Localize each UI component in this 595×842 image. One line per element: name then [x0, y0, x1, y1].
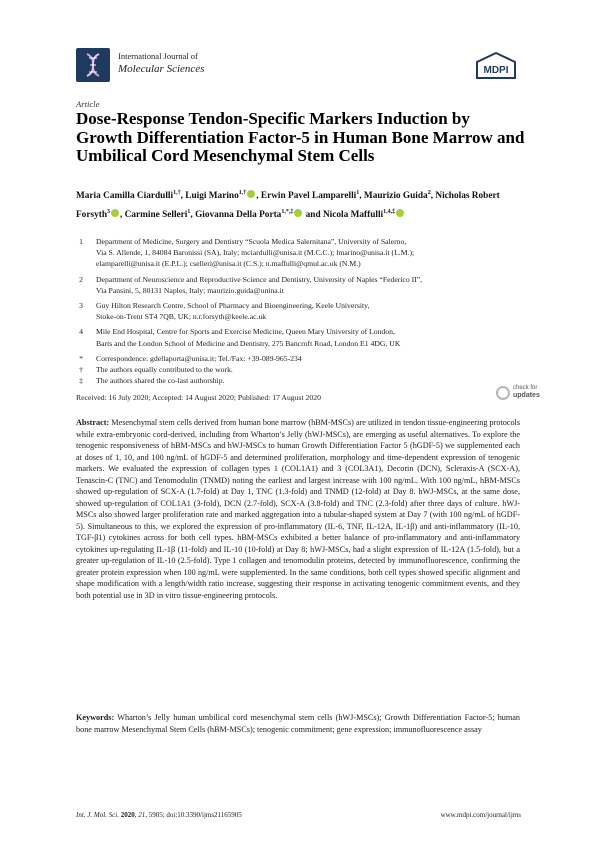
author-affiliation-mark: 1 [356, 190, 360, 196]
paper-title: Dose-Response Tendon-Specific Markers Induction by Growth Differentiation Factor-5 in Human Bone Marrow and Umbilical Cord Mesenchymal Stem Cells [76, 109, 525, 165]
author-affiliation-mark: 2 [427, 190, 431, 196]
orcid-icon[interactable] [294, 209, 302, 217]
affiliation-line: Department of Neuroscience and Reproductive Science and Dentistry, University of Naples “Federico II”, [96, 274, 423, 284]
mdpi-logo[interactable] [474, 52, 518, 80]
author-list [76, 186, 521, 223]
check-updates-line1: check for [513, 385, 538, 391]
author-affiliation-mark: 1 [187, 208, 191, 215]
author-name[interactable]: Giovanna Della Porta [195, 209, 282, 220]
affiliation-list [76, 236, 536, 386]
orcid-icon[interactable] [247, 190, 255, 198]
author-name[interactable]: Nicholas Robert Forsyth [76, 191, 500, 220]
author-name[interactable]: Maria Camilla Ciardulli [76, 191, 174, 202]
footer-year: 2020 [120, 811, 135, 819]
affiliation-line: elamparelli@unisa.it (E.P.L.); cselleri@unisa.it (C.S.); n.maffulli@qmul.ac.uk (N.M.) [96, 259, 361, 269]
affiliation-line: Via Pansini, 5, 80131 Naples, Italy; maurizio.guida@unina.it [96, 285, 284, 295]
affiliation-item [76, 375, 536, 386]
publication-dates: Received: 16 July 2020; Accepted: 14 August 2020; Published: 17 August 2020 [76, 393, 321, 402]
author-name[interactable]: Maurizio Guida [363, 191, 428, 202]
affiliation-line: Via S. Allende, 1, 84084 Baronissi (SA), Italy; mciardulli@unisa.it (M.C.C.); lmarino@unisa.it (L.M.); [96, 248, 415, 258]
author-separator: , [180, 191, 186, 202]
affiliation-line: Mile End Hospital, Centre for Sports and Exercise Medicine, Queen Mary University of London, [96, 327, 395, 337]
affiliation-item [76, 236, 536, 270]
affiliation-mark: 3 [79, 301, 83, 311]
author-separator: and [303, 209, 323, 220]
affiliation-item [76, 300, 536, 322]
abstract [76, 417, 520, 601]
journal-name-line1: International Journal of [118, 51, 198, 61]
journal-logo [76, 48, 110, 82]
mdpi-logo-text: MDPI [483, 65, 509, 76]
affiliation-mark: 1 [79, 237, 83, 246]
check-updates-icon [496, 386, 510, 400]
footer-journal-abbrev: Int. J. Mol. Sci. [76, 811, 119, 819]
author-name[interactable]: Erwin Pavel Lamparelli [260, 191, 357, 202]
keywords [76, 712, 520, 735]
orcid-icon[interactable] [396, 209, 404, 217]
author-separator: , [430, 191, 436, 202]
footer-url[interactable]: www.mdpi.com/journal/ijms [440, 811, 521, 819]
author-affiliation-mark: 1,† [173, 190, 181, 196]
affiliation-mark: 2 [79, 274, 83, 284]
affiliation-line: The authors shared the co-last authorship. [96, 376, 225, 386]
affiliation-item [76, 364, 536, 375]
check-updates-line2: updates [513, 392, 540, 399]
footer-doi: , 5905; doi:10.3390/ijms21165905 [145, 811, 242, 819]
author-name[interactable]: Carmine Selleri [124, 209, 188, 220]
abstract-text: Mesenchymal stem cells derived from human bone marrow (hBM-MSCs) are utilized in tendon tissue-engineering protocols while extra-embryonic cord-derived, including from Wharton’s Jelly (hWJ-MSCs), are emerging as useful alternatives. To explore the tenogenic responsiveness of hBM-MSCs and hWJ-MSCs to human Growth Differentiation Factor 5 (hGDF-5) we supplemented each at doses of 1, 10, and 100 ng/mL of hGDF-5 and determined proliferation, morphology and time-dependent expression of tenogenic markers. We evaluated the expression of collagen types 1 (COL1A1) and 3 (COL3A1), Decorin (DCN), Scleraxis-A (SCX-A), Tenascin-C (TNC) and Tenomodulin (TNMD) noting the earliest and largest increase with 100 ng/mL. With 100 ng/mL, hBM-MSCs showed up-regulation of SCX-A (1.7-fold) at Day 1, TNC (1.3-fold) and TNMD (12-fold) at Day 8. hWJ-MSCs, at the same dose, showed up-regulation of COL1A1 (3-fold), DCN (2.7-fold), SCX-A (3.8-fold) and TNC (2.3-fold) after three days of culture. hWJ-MSCs also showed larger proliferation rate and marked aggregation into a tubular-shaped system at Day 7 (with 100 ng/mL of hGDF-5). Simultaneous to this, we explored the expression of pro-inflammatory (IL-6, TNF, IL-12A, IL-1β) and anti-inflammatory (IL-10, TGF-β1) cytokines across for both cell types. hBM-MSCs exhibited a better balance of pro-inflammatory and anti-inflammatory cytokines up-regulating IL-1β (11-fold) and IL-10 (10-fold) at Day 8; hWJ-MSCs, had a slight expression of IL-12A (1.5-fold), but a greater up-regulation of IL-10 (2.5-fold). Type 1 collagen and tenomodulin proteins, detected by immunofluorescence, confirming the greater protein expression when 100 ng/mL were supplemented. In the same conditions, both cell types showed specific alignment and shape modification with a length/width ratio increase, suggesting their response in activating tenogenic commitment events, and they both potential use in 3D in vitro tissue-engineering protocols. [76, 418, 520, 600]
affiliation-line: Barts and the London School of Medicine and Dentistry, 275 Bancroft Road, London E1 4DG, UK [96, 338, 401, 348]
affiliation-line: Correspondence: gdellaporta@unisa.it; Tel./Fax: +39-089-965-234 [96, 353, 302, 363]
abstract-label: Abstract: [76, 418, 110, 427]
author-separator: , [256, 191, 261, 202]
affiliation-mark: * [79, 353, 83, 363]
check-for-updates-badge[interactable] [496, 382, 540, 408]
author-separator: , [120, 209, 125, 220]
orcid-icon[interactable] [111, 209, 119, 217]
journal-name-line2: Molecular Sciences [118, 63, 205, 75]
affiliation-mark: ‡ [79, 376, 83, 386]
affiliation-line: Department of Medicine, Surgery and Dentistry “Scuola Medica Salernitana”, University of Salerno, [96, 237, 407, 246]
affiliation-mark: 4 [79, 327, 83, 337]
author-separator: , [359, 191, 364, 202]
affiliation-line: The authors equally contributed to the work. [96, 365, 233, 375]
footer-volume: 21 [138, 811, 146, 819]
author-name[interactable]: Nicola Maffulli [322, 209, 384, 220]
author-affiliation-mark: 1,4,‡ [383, 208, 396, 215]
affiliation-item [76, 326, 536, 348]
author-separator: , [190, 209, 196, 220]
affiliation-item [76, 274, 536, 296]
author-name[interactable]: Luigi Marino [185, 191, 239, 202]
article-type: Article [76, 99, 100, 109]
keywords-text: Wharton’s Jelly human umbilical cord mesenchymal stem cells (hWJ-MSCs); Growth Differentiation Factor-5; human bone marrow Mesenchymal Stem Cells (hBM-MSCs); tenogenic commitment; gene expression; immunofluorescence assay [76, 713, 520, 734]
keywords-label: Keywords: [76, 713, 115, 722]
affiliation-item [76, 353, 536, 364]
footer-citation: Int. J. Mol. Sci. 2020, 21, 5905; doi:10.3390/ijms21165905 [76, 811, 242, 819]
author-affiliation-mark: 3 [107, 208, 110, 215]
affiliation-line: Stoke-on-Trent ST4 7QB, UK; n.r.forsyth@keele.ac.uk [96, 312, 267, 322]
author-affiliation-mark: 1,*,‡ [281, 208, 294, 215]
affiliation-line: Guy Hilton Research Centre, School of Pharmacy and Bioengineering, Keele University, [96, 301, 370, 311]
author-affiliation-mark: 1,† [238, 190, 247, 196]
affiliation-mark: † [79, 365, 83, 375]
dna-helix-icon [76, 48, 110, 82]
